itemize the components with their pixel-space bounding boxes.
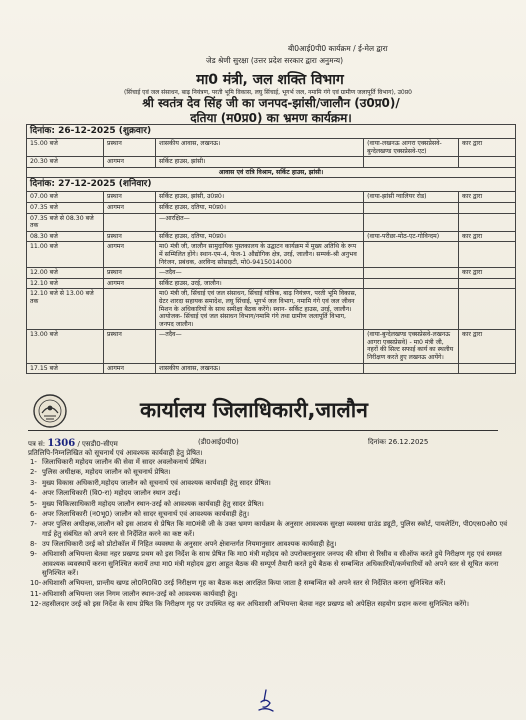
item-number: 7- — [30, 520, 37, 529]
page-title: मा0 मंत्री, जल शक्ति विभाग — [196, 72, 344, 88]
route-cell — [364, 268, 459, 279]
time-cell: 13.00 बजे — [27, 330, 104, 363]
place-cell: सर्किट हाउस, दतिया, म0प्र0। — [156, 202, 364, 213]
mode-cell — [459, 202, 516, 213]
distribution-item — [30, 458, 508, 467]
time-cell: 12.10 बजे से 13.00 बजे तक — [27, 289, 104, 330]
copy-to-line: प्रतिलिपि-निम्नलिखित को सूचनार्थ एवं आवश्यक कार्यवाही हेतु प्रेषित। — [28, 449, 203, 457]
item-number: 1- — [30, 458, 37, 466]
mode-cell: कार द्वारा — [459, 268, 516, 279]
distribution-item — [30, 489, 508, 498]
mode-cell — [459, 242, 516, 268]
place-cell: —आरक्षित— — [156, 213, 364, 231]
distribution-item — [30, 579, 508, 588]
distribution-item — [30, 550, 508, 578]
office-header — [30, 393, 500, 428]
time-cell: 07.35 बजे — [27, 202, 104, 213]
letter-number — [28, 438, 118, 449]
route-cell — [364, 202, 459, 213]
mode-cell — [459, 278, 516, 289]
schedule-row — [27, 242, 516, 268]
letter-date: दिनांकः 26.12.2025 — [368, 438, 429, 446]
route-cell: (वाया-परीछा-मोठ-एट-गोविन्दम) — [364, 231, 459, 242]
route-cell: (वाया-लखनऊ आगरा एक्सप्रेसवे-बुन्देलखण्ड एक्सप्रेसवे-एट) — [364, 139, 459, 157]
distribution-item — [30, 510, 508, 519]
place-cell: मा0 मंत्री जी, जालौन सामुदायिक पुस्तकालय के उद्घाटन कार्यक्रम में मुख्य अतिथि के रूप में सम्मिलित होंगे। स्थान-एम-4, फेज-1 औद्योगिक क्षेत्र, उरई, जालौन। सम्पर्क-श्री अनुभव निरंजन, प्रबंधक, अरविन्द सोसाइटी, मो0-9415014000 — [156, 242, 364, 268]
action-cell — [104, 289, 156, 330]
item-number: 9- — [30, 550, 37, 559]
mode-cell — [459, 289, 516, 330]
place-cell: शासकीय आवास, लखनऊ। — [156, 139, 364, 157]
time-cell: 12.00 बजे — [27, 268, 104, 279]
action-cell: प्रस्थान — [104, 139, 156, 157]
item-number: 4- — [30, 489, 37, 498]
time-cell: 17.15 बजे — [27, 363, 104, 374]
item-number: 2- — [30, 468, 37, 477]
item-number: 8- — [30, 539, 37, 548]
header-divider — [28, 430, 498, 431]
item-text: अधिशासी अभियन्ता बेतवा नहर प्रखण्ड प्रथम को इस निर्देश के साथ प्रेषित कि मा0 मंत्री महोदय को उपरोक्तानुसार जनपद की सीमा से रिसीव व सीऑफ करते हुये निरीक्षण गृह एवं समस्त आवश्यक व्यवस्थायें करना सुनिश्चित करायें तथा मा0 मंत्री महोदय द्वारा आहूत बैठक की सम्पूर्ण तैयारी करते हुये बैठक से सम्बन्धित अधिकारियों/कर्मचारियों को अपने स्तर से सूचित करना सुनिश्चित करें। — [42, 550, 502, 577]
route-cell — [364, 213, 459, 231]
stay-note: आवास एवं रात्रि विश्राम, सर्किट हाउस, झांसी। — [27, 167, 516, 178]
mode-cell: कार द्वारा — [459, 231, 516, 242]
departments-line: (सिंचाई एवं जल संसाधन, बाढ़ नियंत्रण, परती भूमि विकास, लघु सिंचाई, भूगर्भ जल, नमामि गंगे एवं ग्रामीण जलापूर्ति विभाग), उ0प्र0 — [124, 89, 412, 96]
distribution-item — [30, 590, 508, 599]
schedule-row — [27, 289, 516, 330]
schedule-row — [27, 202, 516, 213]
schedule-row — [27, 278, 516, 289]
route-cell — [364, 157, 459, 168]
item-text: अधिशासी अभियन्ता जल निगम जालौन स्थान-उरई को आवश्यक कार्यवाही हेतु। — [42, 589, 238, 598]
item-text: पुलिस अधीक्षक, महोदय जालौन को सूचनार्थ प्रेषित। — [42, 468, 171, 477]
item-number: 10- — [30, 579, 42, 588]
schedule-row — [27, 139, 516, 157]
distribution-item — [30, 468, 508, 477]
time-cell: 11.00 बजे — [27, 242, 104, 268]
mode-cell: कार द्वारा — [459, 330, 516, 363]
stay-row — [27, 167, 516, 178]
distribution-item — [30, 520, 508, 538]
time-cell: 07.35 बजे से 08.30 बजे तक — [27, 213, 104, 231]
place-cell: मा0 मंत्री जी, सिंचाई एवं जल संसाधन, सिंचाई यांत्रिक, बाढ़ नियंत्रण, परती भूमि विकास, ग्रेटर शारदा सहायक समादेश, लघु सिंचाई, भूगर्भ जल विभाग, नमामि गंगे एवं जल जीवन मिशन के अधिकारियों के साथ समीक्षा बैठक करेंगे। स्थान- सर्किट हाउस, उरई, जालौन। आयोजक- सिंचाई एवं जल संसाधन विभाग/नमामि गंगे तथा ग्रामीण जलापूर्ति विभाग, जनपद जालौन। — [156, 289, 364, 330]
place-cell: शासकीय आवास, लखनऊ। — [156, 363, 364, 374]
item-text: अपर जिलाधिकारी (न0भू0) जालौन को सादर सूचनार्थ एवं आवश्यक कार्यवाही हेतु। — [42, 509, 250, 518]
action-cell: आगमन — [104, 202, 156, 213]
route-cell — [364, 278, 459, 289]
action-cell: प्रस्थान — [104, 231, 156, 242]
distribution-item — [30, 500, 508, 509]
time-cell: 12.10 बजे — [27, 278, 104, 289]
schedule-row — [27, 231, 516, 242]
place-cell: —तदैव— — [156, 268, 364, 279]
schedule-row — [27, 192, 516, 203]
item-text: तहसीलदार उरई को इस निर्देश के साथ प्रेषित कि निरीक्षण गृह पर उपस्थित रह कर अधिशासी अभियन्ता बेतवा नहर प्रखण्ड को अपेक्षित सहयोग प्रदान करना सुनिश्चित करेंगे। — [42, 599, 470, 608]
time-cell: 07.00 बजे — [27, 192, 104, 203]
place-cell: सर्किट हाउस, दतिया, म0प्र0। — [156, 231, 364, 242]
schedule-table — [26, 124, 516, 374]
schedule-row — [27, 157, 516, 168]
uttar-pradesh-emblem-icon — [30, 393, 70, 429]
route-cell — [364, 289, 459, 330]
item-text: मुख्य चिकित्साधिकारी महोदय जालौन स्थान-उरई को आवश्यक कार्यवाही हेतु सादर प्रेषित। — [42, 499, 264, 508]
item-number: 5- — [30, 499, 37, 508]
action-cell: प्रस्थान — [104, 268, 156, 279]
route-cell: (वाया-बुन्देलखण्ड एक्सप्रेसवे-लखनऊ आगरा एक्सप्रेसवे) - मा0 मंत्री जी, नहरों की सिल्ट सफाई कार्य का स्थलीय निरीक्षण करते हुए लखनऊ आयेंगे। — [364, 330, 459, 363]
security-line: जेड श्रेणी सुरक्षा (उत्तर प्रदेश सरकार द्वारा अनुमन्य) — [206, 56, 344, 65]
action-cell: प्रस्थान — [104, 330, 156, 363]
mode-cell — [459, 213, 516, 231]
time-cell: 20.30 बजे — [27, 157, 104, 168]
distribution-item — [30, 479, 508, 488]
item-text: अपर जिलाधिकारी (वि0-रा) महोदय जालौन स्थान उरई। — [42, 489, 181, 498]
ref-tag: (डी0आई0पी0) — [198, 438, 239, 446]
action-cell: आगमन — [104, 278, 156, 289]
schedule-row — [27, 330, 516, 363]
item-text: अधिशासी अभियन्ता, प्रान्तीय खण्ड लो0नि0वि0 उरई निरीक्षण गृह का बैठक कक्ष आरक्षित किया जाता है सम्बन्धित को अपने स्तर से निर्देशित करना सुनिश्चित करें। — [42, 579, 446, 588]
place-cell: सर्किट हाउस, झांसी, उ0प्र0। — [156, 192, 364, 203]
action-cell: आगमन — [104, 363, 156, 374]
place-cell: —तदैव— — [156, 330, 364, 363]
schedule-row — [27, 213, 516, 231]
distribution-item — [30, 540, 508, 549]
item-text: जिलाधिकारी महोदय जालौन की सेवा में सादर अवलोकनार्थ प्रेषित। — [42, 458, 207, 466]
day-header: दिनांक: 26-12-2025 (शुक्रवार) — [27, 125, 516, 139]
schedule-row — [27, 363, 516, 374]
route-cell: (वाया-झांसी ग्वालियर रोड) — [364, 192, 459, 203]
signature-mark — [255, 688, 277, 714]
item-text: मुख्य विकास अधिकारी,महोदय जालौन को सूचनार्थ एवं आवश्यक कार्यवाही हेतु सादर प्रेषित। — [42, 478, 271, 487]
mode-cell: कार द्वारा — [459, 192, 516, 203]
patra-number: 1306 — [47, 438, 76, 449]
item-text: अपर पुलिस अधीक्षक,जालौन को इस आशय से प्रेषित कि मा0मंत्री जी के उक्त भ्रमण कार्यक्रम के अनुसार आवश्यक सुरक्षा व्यवस्था ग्राउंड ड्यूटी, पुलिस स्कोर्ट, पायलेटिंग, पी0एस0ओ0 एवं गार्ड हेतु संबंधित को अपने स्तर से निर्देशित करने का कष्ट करें। — [42, 520, 508, 538]
ref-code: / एसडी0-सीएम — [77, 440, 118, 448]
office-name: कार्यालय जिलाधिकारी,जालौन — [140, 398, 368, 422]
place-cell: सर्किट हाउस, झांसी। — [156, 157, 364, 168]
mode-cell: कार द्वारा — [459, 139, 516, 157]
circular-line: बी0आई0पी0 कार्यक्रम / ई-मेल द्वारा — [288, 44, 388, 53]
action-cell: आगमन — [104, 157, 156, 168]
day-header: दिनांक: 27-12-2025 (शनिवार) — [27, 178, 516, 192]
item-number: 6- — [30, 509, 37, 518]
item-number: 12- — [30, 599, 42, 608]
route-cell — [364, 363, 459, 374]
action-cell — [104, 213, 156, 231]
item-text: उप जिलाधिकारी उरई को प्रोटोकॉल में निहित व्यवस्था के अनुसार अपने क्षेत्रान्तर्गत नियमानुसार आवश्यक कार्यवाही हेतु। — [42, 539, 337, 548]
mode-cell — [459, 363, 516, 374]
action-cell: प्रस्थान — [104, 192, 156, 203]
day-header-row — [27, 178, 516, 192]
distribution-item — [30, 600, 508, 609]
schedule-row — [27, 268, 516, 279]
distribution-list — [30, 458, 508, 610]
mode-cell — [459, 157, 516, 168]
route-cell — [364, 242, 459, 268]
subject-line-2: दतिया (म0प्र0) का भ्रमण कार्यक्रम। — [190, 111, 352, 125]
patra-label: पत्र सं: — [28, 440, 46, 448]
action-cell: आगमन — [104, 242, 156, 268]
time-cell: 08.30 बजे — [27, 231, 104, 242]
subject-line-1: श्री स्वतंत्र देव सिंह जी का जनपद-झांसी/जालौन (उ0प्र0)/ — [142, 96, 400, 110]
item-number: 11- — [30, 589, 42, 598]
place-cell: सर्किट हाउस, उरई, जालौन। — [156, 278, 364, 289]
subject — [36, 96, 506, 126]
item-number: 3- — [30, 478, 37, 487]
day-header-row — [27, 125, 516, 139]
time-cell: 15.00 बजे — [27, 139, 104, 157]
